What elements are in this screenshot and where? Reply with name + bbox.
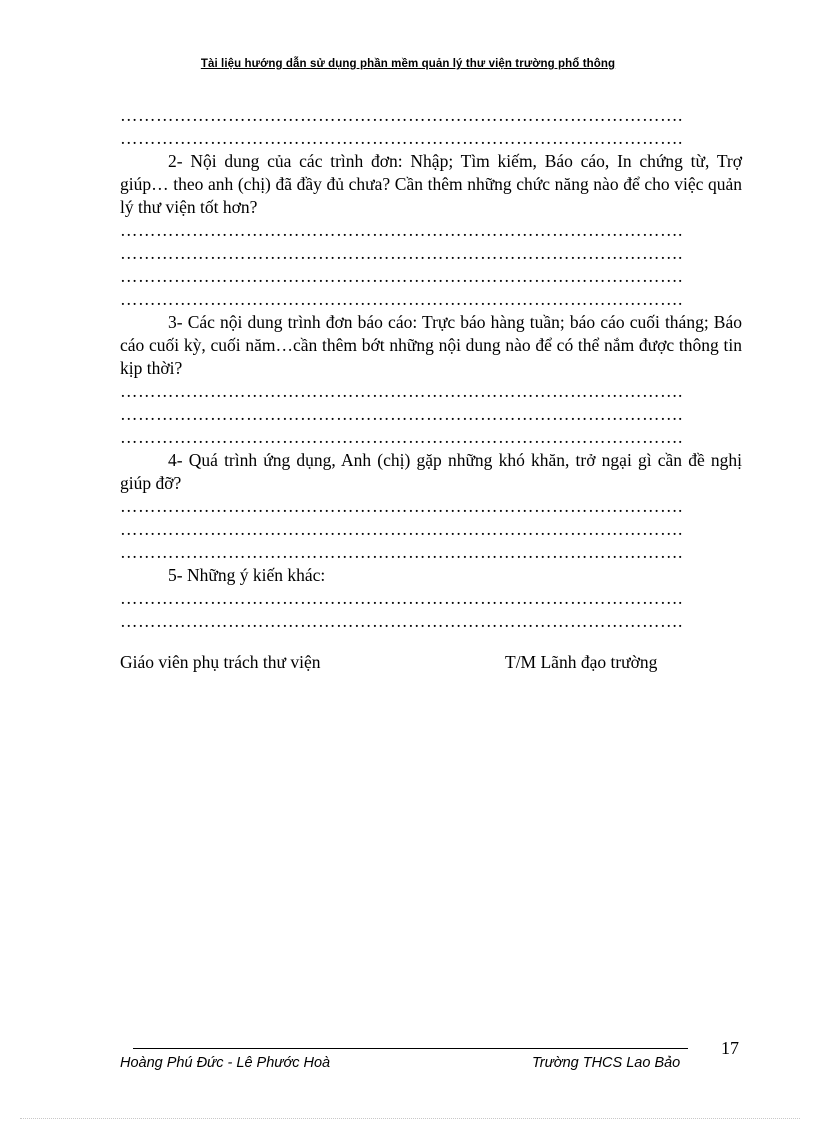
answer-line: ………………………………………………………………………………….	[120, 542, 683, 562]
answer-line: ………………………………………………………………………………….	[120, 404, 683, 424]
signature-librarian-label: Giáo viên phụ trách thư viện	[120, 652, 321, 672]
answer-line: ………………………………………………………………………………….	[120, 588, 683, 608]
footer-divider	[133, 1048, 688, 1049]
answer-line: ………………………………………………………………………………….	[120, 381, 683, 401]
answer-line: ………………………………………………………………………………….	[120, 611, 683, 631]
answer-line: ………………………………………………………………………………….	[120, 427, 683, 447]
question-5: 5- Những ý kiến khác:	[168, 565, 326, 585]
answer-line: ………………………………………………………………………………….	[120, 128, 683, 148]
question-3: 3- Các nội dung trình đơn báo cáo: Trực báo hàng tuần; báo cáo cuối tháng; Báo cáo cuối kỳ, cuối năm…cần thêm bớt những nội dung nào để có thể nắm được thông tin kịp thời?	[120, 312, 742, 378]
answer-line: ………………………………………………………………………………….	[120, 519, 683, 539]
question-4: 4- Quá trình ứng dụng, Anh (chị) gặp những khó khăn, trở ngại gì cần đề nghị giúp đỡ?	[120, 450, 742, 493]
page-bottom-border	[20, 1118, 800, 1119]
footer-authors: Hoàng Phú Đức - Lê Phước Hoà	[120, 1055, 331, 1071]
question-2: 2- Nội dung của các trình đơn: Nhập; Tìm kiếm, Báo cáo, In chứng từ, Trợ giúp… theo anh (chị) đã đầy đủ chưa? Cần thêm những chức năng nào để cho việc quản lý thư viện tốt hơn?	[120, 151, 742, 217]
answer-line: ………………………………………………………………………………….	[120, 220, 683, 240]
answer-line: ………………………………………………………………………………….	[120, 496, 683, 516]
answer-line: ………………………………………………………………………………….	[120, 289, 683, 309]
signature-principal-label: T/M Lãnh đạo trường	[505, 652, 658, 672]
answer-line: ………………………………………………………………………………….	[120, 243, 683, 263]
page-header-title: Tài liệu hướng dẫn sử dụng phần mềm quản lý thư viện trường phổ thông	[200, 58, 616, 70]
footer-school: Trường THCS Lao Bảo	[532, 1055, 681, 1071]
questionnaire-body	[120, 104, 742, 633]
answer-line: ………………………………………………………………………………….	[120, 266, 683, 286]
page-number: 17	[721, 1038, 739, 1058]
answer-line: ………………………………………………………………………………….	[120, 105, 683, 125]
signature-block	[120, 652, 720, 676]
